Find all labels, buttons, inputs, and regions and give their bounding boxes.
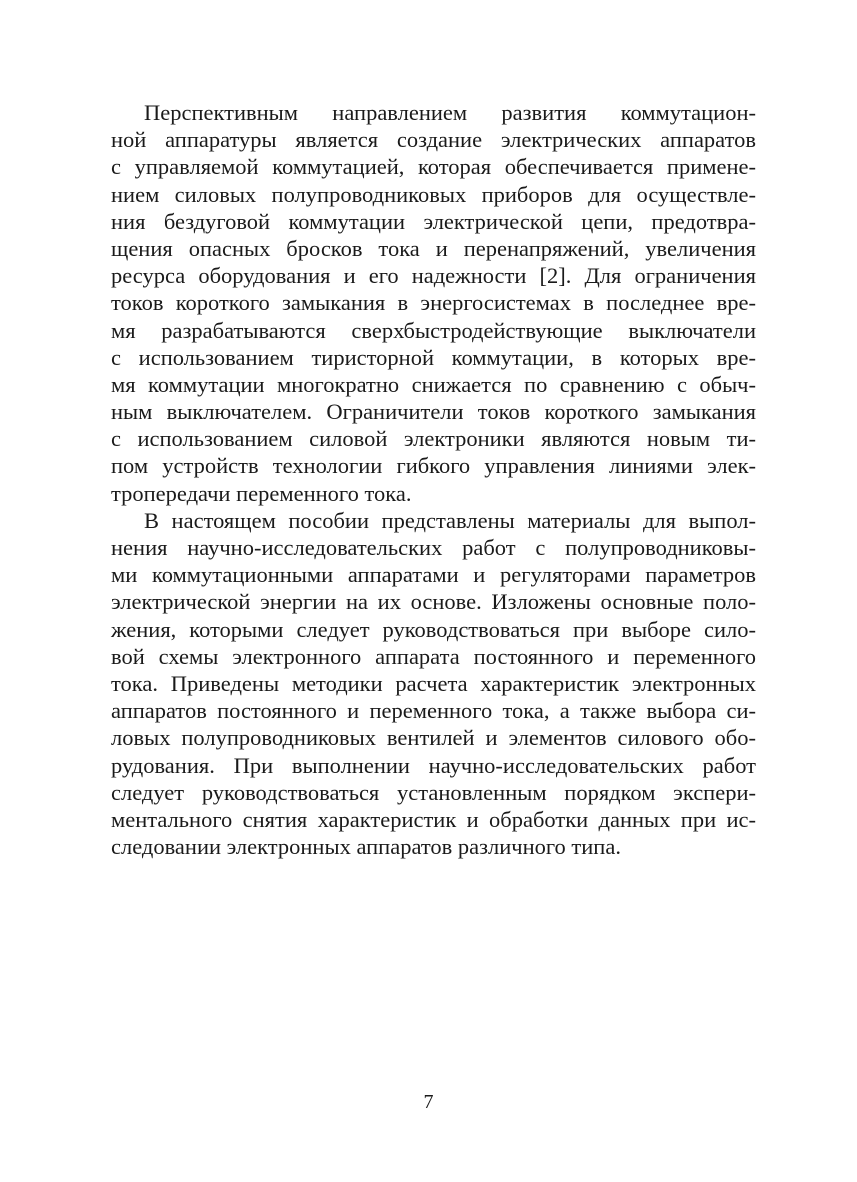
text-line: Перспективным направлением развития коммутацион- <box>144 100 756 125</box>
text-line: мя разрабатываются сверхбыстродействующие выключатели <box>111 317 756 343</box>
text-line: следует руководствоваться установленным порядком экспери- <box>111 779 756 805</box>
text-line: вой схемы электронного аппарата постоянного и переменного <box>111 643 756 669</box>
text-line: тока. Приведены методики расчета характеристик электронных <box>111 670 756 696</box>
text-line: пом устройств технологии гибкого управления линиями элек- <box>111 453 756 479</box>
page-number: 7 <box>423 1091 434 1113</box>
text-line: ной аппаратуры является создание электрических аппаратов <box>111 127 756 153</box>
text-line: ния бездуговой коммутации электрической цепи, предотвра- <box>111 208 756 234</box>
text-line: тропередачи переменного тока. <box>111 480 412 506</box>
text-line: рудования. При выполнении научно-исследовательских работ <box>111 752 756 778</box>
text-line: аппаратов постоянного и переменного тока, а также выбора си- <box>111 698 756 724</box>
body-text <box>111 99 756 860</box>
text-line: нения научно-исследовательских работ с полупроводниковы- <box>111 535 756 560</box>
text-line: токов короткого замыкания в энергосистемах в последнее вре- <box>111 290 756 316</box>
text-line: с управляемой коммутацией, которая обеспечивается примене- <box>111 154 756 180</box>
text-line: электрической энергии на их основе. Изложены основные поло- <box>111 589 756 615</box>
paragraph-1 <box>111 99 756 507</box>
text-line: жения, которыми следует руководствоваться при выборе сило- <box>111 616 756 642</box>
text-line: с использованием силовой электроники являются новым ти- <box>111 426 756 452</box>
text-line: ми коммутационными аппаратами и регуляторами параметров <box>111 562 756 588</box>
text-line: ментального снятия характеристик и обработки данных при ис- <box>111 806 756 832</box>
text-line: мя коммутации многократно снижается по сравнению с обыч- <box>111 371 756 397</box>
text-line: ловых полупроводниковых вентилей и элементов силового обо- <box>111 725 756 751</box>
text-line: В настоящем пособии представлены материалы для выпол- <box>144 507 756 533</box>
text-line: ресурса оборудования и его надежности [2]. Для ограничения <box>111 263 756 289</box>
text-line: с использованием тиристорной коммутации, в которых вре- <box>111 344 756 370</box>
text-line: ным выключателем. Ограничители токов короткого замыкания <box>111 399 756 425</box>
text-line: следовании электронных аппаратов различного типа. <box>111 834 621 860</box>
text-line: нием силовых полупроводниковых приборов для осуществле- <box>111 181 756 207</box>
text-line: щения опасных бросков тока и перенапряжений, увеличения <box>111 235 756 261</box>
paragraph-2 <box>111 507 756 860</box>
